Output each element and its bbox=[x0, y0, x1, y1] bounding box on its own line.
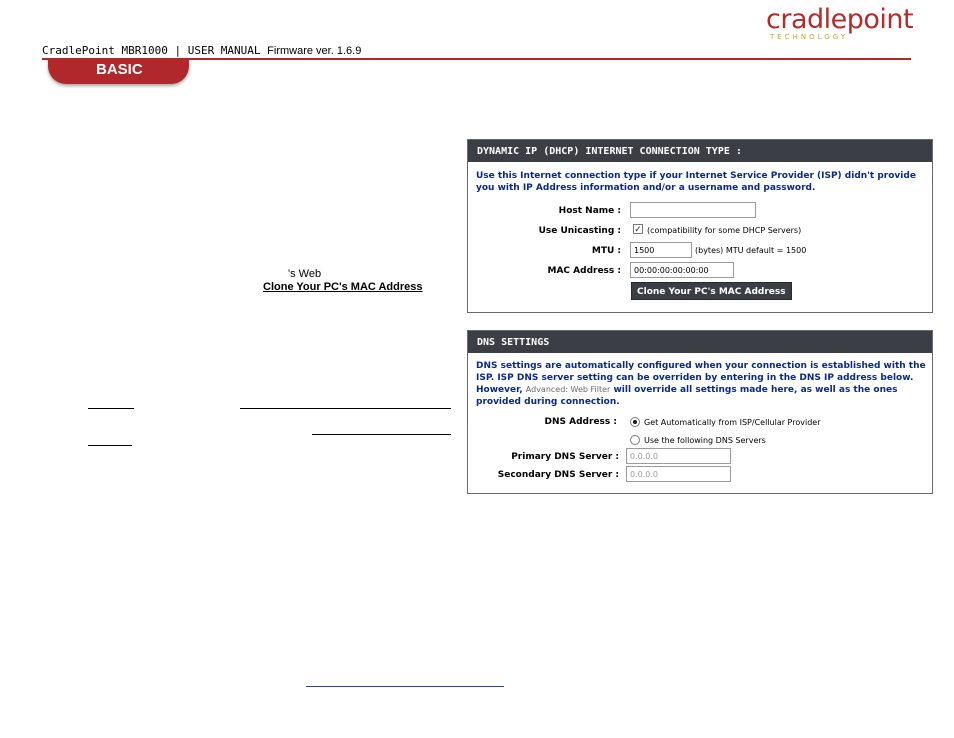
cradlepoint-logo: cradlepoint bbox=[766, 4, 914, 35]
dns-manual-label: Use the following DNS Servers bbox=[644, 436, 766, 445]
section-tab bbox=[48, 58, 189, 84]
dns-description-part1: DNS settings are automatically configured when your connection is established with the ISP. ISP DNS server setting can be overriden by entering in the DNS IP address below. However, bbox=[476, 361, 926, 395]
unicasting-checkbox[interactable]: ✓ bbox=[634, 224, 642, 234]
unicasting-note: (compatibility for some DHCP Servers) bbox=[647, 226, 802, 235]
host-name-label: Host Name : bbox=[558, 206, 621, 216]
underline bbox=[88, 408, 134, 409]
mac-address-label: MAC Address : bbox=[547, 266, 621, 276]
dhcp-panel-title: DYNAMIC IP (DHCP) INTERNET CONNECTION TYPE : bbox=[468, 140, 932, 162]
document-header bbox=[42, 44, 361, 57]
clone-mac-reference: Clone Your PC's MAC Address bbox=[263, 281, 423, 293]
secondary-dns-label: Secondary DNS Server : bbox=[497, 470, 619, 480]
mac-address-input[interactable]: 00:00:00:00:00:00 bbox=[630, 262, 734, 278]
dns-manual-radio[interactable] bbox=[630, 435, 640, 445]
dns-auto-label: Get Automatically from ISP/Cellular Provider bbox=[644, 418, 821, 427]
primary-dns-label: Primary DNS Server : bbox=[511, 452, 619, 462]
dns-address-label: DNS Address : bbox=[544, 417, 617, 427]
dhcp-description: Use this Internet connection type if your Internet Service Provider (ISP) didn't provide you with IP Address information and/or a username and password. bbox=[476, 171, 916, 193]
primary-dns-input[interactable]: 0.0.0.0 bbox=[626, 448, 731, 464]
underline bbox=[88, 445, 132, 446]
mtu-input[interactable]: 1500 bbox=[630, 242, 692, 258]
mtu-label: MTU : bbox=[591, 246, 621, 256]
web-fragment: 's Web bbox=[288, 268, 322, 280]
logo-tagline: TECHNOLOGY bbox=[770, 33, 849, 41]
dns-panel-title: DNS SETTINGS bbox=[468, 331, 932, 353]
dns-description-part2: will override all settings made here, as well as the ones provided during connection. bbox=[476, 385, 898, 407]
clone-mac-button[interactable]: Clone Your PC's MAC Address bbox=[631, 282, 792, 300]
unicasting-label: Use Unicasting : bbox=[538, 226, 621, 236]
underline bbox=[240, 408, 451, 409]
mtu-note: (bytes) MTU default = 1500 bbox=[695, 246, 807, 255]
underline bbox=[312, 434, 451, 435]
dns-panel bbox=[467, 330, 933, 494]
doc-title-firmware: Firmware ver. 1.6.9 bbox=[267, 45, 362, 57]
web-filter-link[interactable]: Advanced: Web Filter bbox=[525, 385, 611, 394]
host-name-input[interactable] bbox=[630, 202, 756, 218]
link-underline[interactable] bbox=[306, 686, 504, 687]
dhcp-panel bbox=[467, 139, 933, 313]
section-tab-label: BASIC bbox=[96, 61, 143, 78]
doc-title-mono: CradlePoint MBR1000 | USER MANUAL bbox=[42, 44, 261, 57]
dns-auto-radio[interactable] bbox=[630, 417, 640, 427]
dns-description bbox=[476, 360, 928, 408]
secondary-dns-input[interactable]: 0.0.0.0 bbox=[626, 466, 731, 482]
